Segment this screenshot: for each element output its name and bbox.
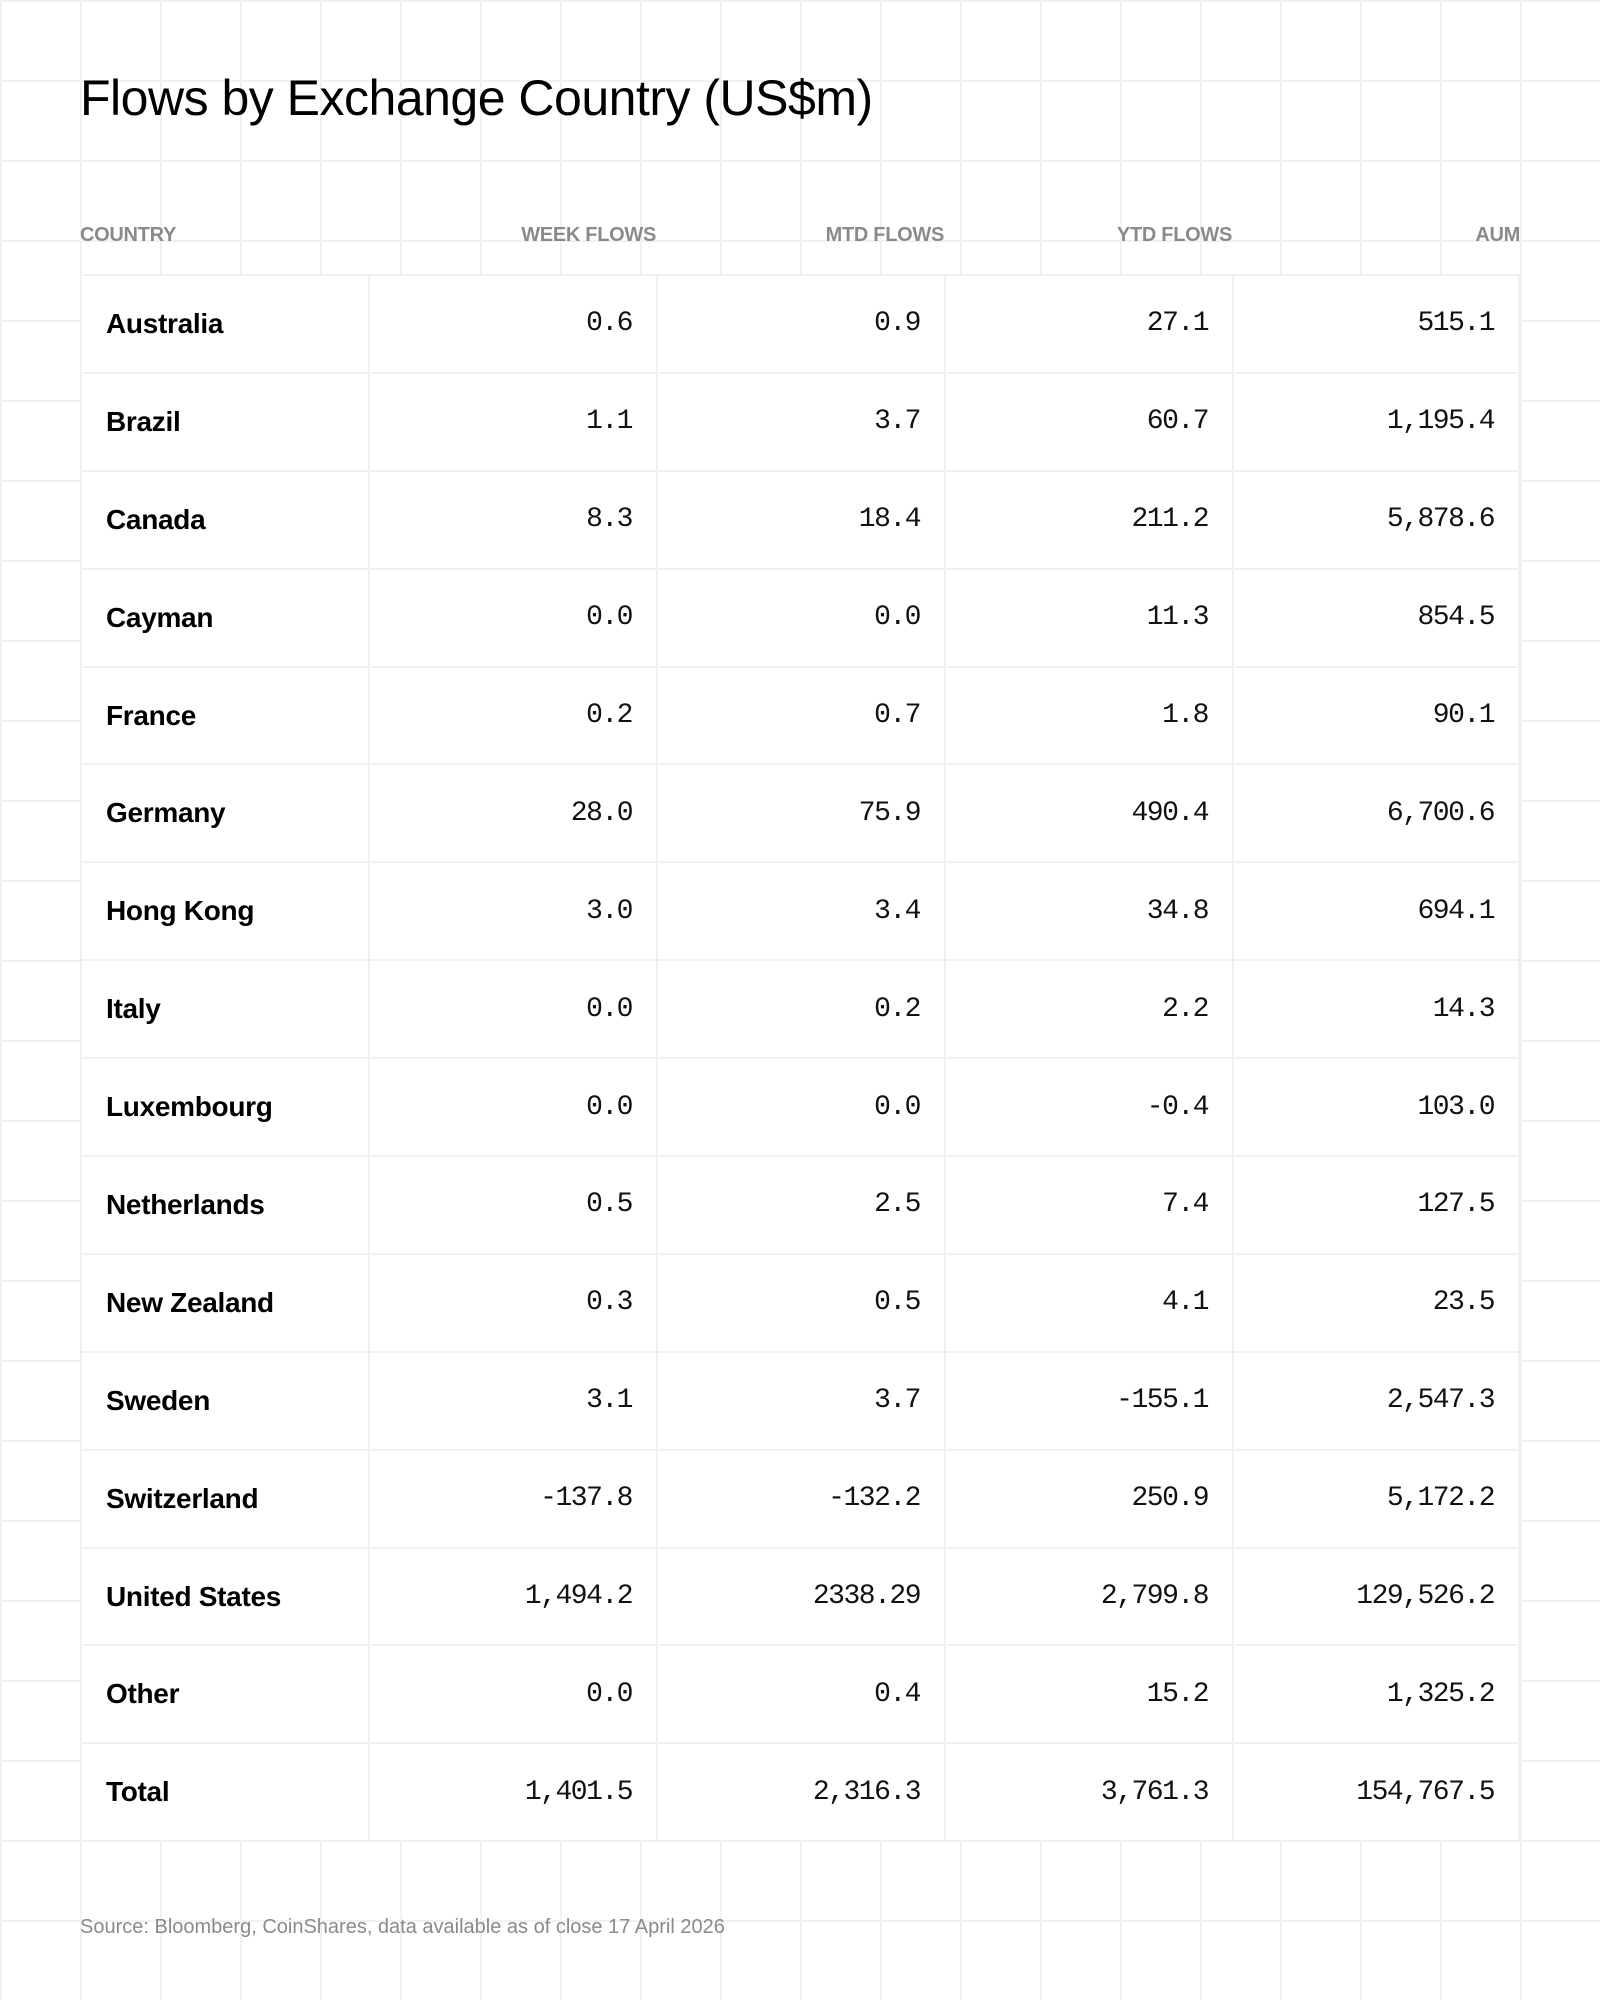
mtd-flows-cell: 18.4 bbox=[656, 472, 944, 568]
aum-cell: 127.5 bbox=[1232, 1157, 1520, 1253]
week-flows-cell: 3.1 bbox=[368, 1353, 656, 1449]
week-flows-cell: 0.0 bbox=[368, 1059, 656, 1155]
column-header-mtd-flows: MTD FLOWS bbox=[825, 224, 944, 246]
aum-cell: 6,700.6 bbox=[1232, 765, 1520, 861]
flows-table bbox=[80, 274, 1520, 1842]
ytd-flows-cell: 34.8 bbox=[944, 863, 1232, 959]
week-flows-cell: 0.2 bbox=[368, 668, 656, 764]
table-row bbox=[80, 1255, 1520, 1353]
table-row bbox=[80, 961, 1520, 1059]
week-flows-cell: 0.6 bbox=[368, 276, 656, 372]
week-flows-cell: 1,494.2 bbox=[368, 1549, 656, 1645]
column-header-week-flows: WEEK FLOWS bbox=[521, 224, 656, 246]
ytd-flows-cell: 211.2 bbox=[944, 472, 1232, 568]
ytd-flows-cell: 4.1 bbox=[944, 1255, 1232, 1351]
week-flows-cell: -137.8 bbox=[368, 1451, 656, 1547]
mtd-flows-cell: 0.5 bbox=[656, 1255, 944, 1351]
column-header-ytd-flows: YTD FLOWS bbox=[1116, 224, 1232, 246]
ytd-flows-cell: 2,799.8 bbox=[944, 1549, 1232, 1645]
country-cell: Luxembourg bbox=[80, 1059, 368, 1155]
aum-cell: 103.0 bbox=[1232, 1059, 1520, 1155]
week-flows-cell: 0.3 bbox=[368, 1255, 656, 1351]
week-flows-cell: 1,401.5 bbox=[368, 1744, 656, 1840]
mtd-flows-cell: 0.4 bbox=[656, 1646, 944, 1742]
country-cell: Netherlands bbox=[80, 1157, 368, 1253]
ytd-flows-cell: 60.7 bbox=[944, 374, 1232, 470]
table-row bbox=[80, 472, 1520, 570]
ytd-flows-cell: 15.2 bbox=[944, 1646, 1232, 1742]
aum-cell: 515.1 bbox=[1232, 276, 1520, 372]
week-flows-cell: 0.0 bbox=[368, 570, 656, 666]
aum-cell: 2,547.3 bbox=[1232, 1353, 1520, 1449]
country-cell: Germany bbox=[80, 765, 368, 861]
country-cell: Sweden bbox=[80, 1353, 368, 1449]
country-cell: Hong Kong bbox=[80, 863, 368, 959]
country-cell: New Zealand bbox=[80, 1255, 368, 1351]
ytd-flows-cell: 1.8 bbox=[944, 668, 1232, 764]
country-cell: France bbox=[80, 668, 368, 764]
table-row bbox=[80, 1353, 1520, 1451]
country-cell: Canada bbox=[80, 472, 368, 568]
country-cell: Italy bbox=[80, 961, 368, 1057]
table-row bbox=[80, 1451, 1520, 1549]
table-row bbox=[80, 276, 1520, 374]
aum-cell: 854.5 bbox=[1232, 570, 1520, 666]
aum-cell: 5,878.6 bbox=[1232, 472, 1520, 568]
table-row bbox=[80, 668, 1520, 766]
aum-cell: 129,526.2 bbox=[1232, 1549, 1520, 1645]
mtd-flows-cell: 2338.29 bbox=[656, 1549, 944, 1645]
table-total-row bbox=[80, 1744, 1520, 1842]
mtd-flows-cell: 3.7 bbox=[656, 1353, 944, 1449]
week-flows-cell: 1.1 bbox=[368, 374, 656, 470]
ytd-flows-cell: -0.4 bbox=[944, 1059, 1232, 1155]
table-row bbox=[80, 765, 1520, 863]
table-row bbox=[80, 1157, 1520, 1255]
ytd-flows-cell: 11.3 bbox=[944, 570, 1232, 666]
week-flows-cell: 8.3 bbox=[368, 472, 656, 568]
country-cell: United States bbox=[80, 1549, 368, 1645]
country-cell: Switzerland bbox=[80, 1451, 368, 1547]
column-header-aum: AUM bbox=[1475, 224, 1520, 246]
aum-cell: 694.1 bbox=[1232, 863, 1520, 959]
table-row bbox=[80, 374, 1520, 472]
aum-cell: 90.1 bbox=[1232, 668, 1520, 764]
ytd-flows-cell: 2.2 bbox=[944, 961, 1232, 1057]
ytd-flows-cell: 27.1 bbox=[944, 276, 1232, 372]
ytd-flows-cell: 7.4 bbox=[944, 1157, 1232, 1253]
table-row bbox=[80, 1059, 1520, 1157]
week-flows-cell: 28.0 bbox=[368, 765, 656, 861]
mtd-flows-cell: 0.2 bbox=[656, 961, 944, 1057]
country-cell: Total bbox=[80, 1744, 368, 1840]
mtd-flows-cell: 0.0 bbox=[656, 1059, 944, 1155]
mtd-flows-cell: -132.2 bbox=[656, 1451, 944, 1547]
mtd-flows-cell: 2,316.3 bbox=[656, 1744, 944, 1840]
mtd-flows-cell: 0.7 bbox=[656, 668, 944, 764]
mtd-flows-cell: 0.9 bbox=[656, 276, 944, 372]
mtd-flows-cell: 3.7 bbox=[656, 374, 944, 470]
week-flows-cell: 0.0 bbox=[368, 1646, 656, 1742]
mtd-flows-cell: 0.0 bbox=[656, 570, 944, 666]
page-title: Flows by Exchange Country (US$m) bbox=[80, 70, 873, 126]
table-row bbox=[80, 570, 1520, 668]
country-cell: Cayman bbox=[80, 570, 368, 666]
source-note: Source: Bloomberg, CoinShares, data available as of close 17 April 2026 bbox=[80, 1916, 725, 1938]
ytd-flows-cell: 250.9 bbox=[944, 1451, 1232, 1547]
ytd-flows-cell: -155.1 bbox=[944, 1353, 1232, 1449]
week-flows-cell: 0.0 bbox=[368, 961, 656, 1057]
mtd-flows-cell: 75.9 bbox=[656, 765, 944, 861]
mtd-flows-cell: 3.4 bbox=[656, 863, 944, 959]
week-flows-cell: 0.5 bbox=[368, 1157, 656, 1253]
country-cell: Other bbox=[80, 1646, 368, 1742]
aum-cell: 23.5 bbox=[1232, 1255, 1520, 1351]
aum-cell: 5,172.2 bbox=[1232, 1451, 1520, 1547]
country-cell: Australia bbox=[80, 276, 368, 372]
column-header-country: COUNTRY bbox=[80, 224, 177, 246]
aum-cell: 14.3 bbox=[1232, 961, 1520, 1057]
ytd-flows-cell: 3,761.3 bbox=[944, 1744, 1232, 1840]
aum-cell: 1,195.4 bbox=[1232, 374, 1520, 470]
week-flows-cell: 3.0 bbox=[368, 863, 656, 959]
table-row bbox=[80, 863, 1520, 961]
table-row bbox=[80, 1646, 1520, 1744]
country-cell: Brazil bbox=[80, 374, 368, 470]
aum-cell: 1,325.2 bbox=[1232, 1646, 1520, 1742]
aum-cell: 154,767.5 bbox=[1232, 1744, 1520, 1840]
table-column-headers bbox=[80, 222, 1520, 248]
ytd-flows-cell: 490.4 bbox=[944, 765, 1232, 861]
mtd-flows-cell: 2.5 bbox=[656, 1157, 944, 1253]
table-row bbox=[80, 1549, 1520, 1647]
